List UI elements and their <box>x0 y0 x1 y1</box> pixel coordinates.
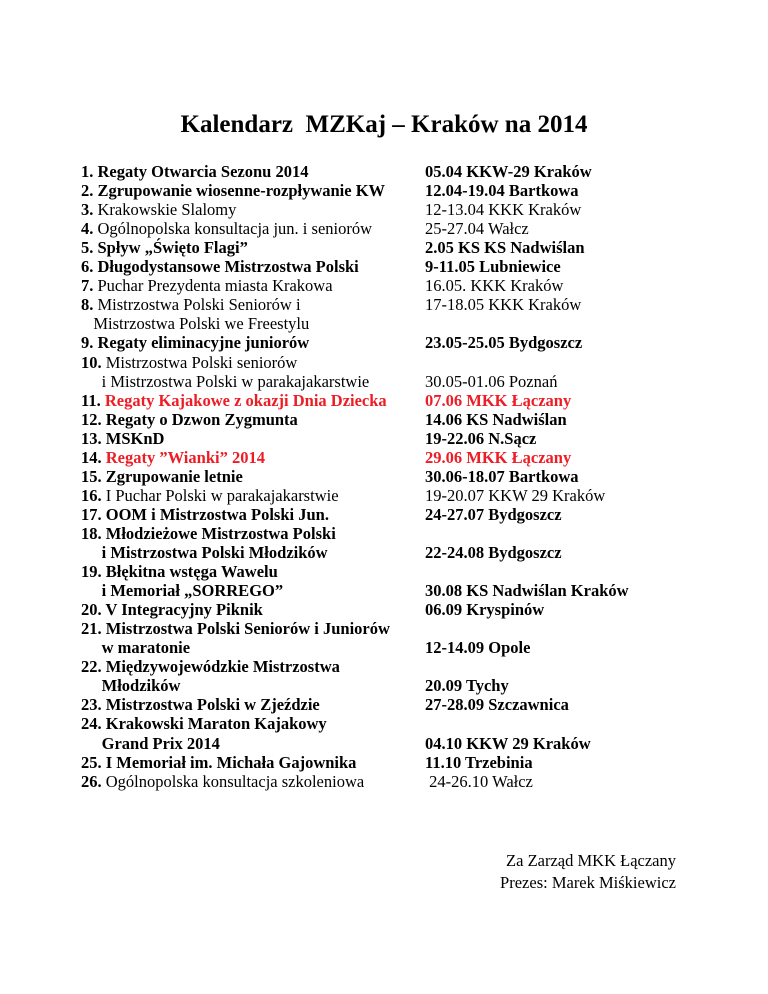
event-row <box>81 372 369 391</box>
event-number: 19. <box>81 562 106 582</box>
event-row <box>81 200 236 219</box>
event-row <box>81 353 297 372</box>
event-name: Regaty Otwarcia Sezonu 2014 <box>97 162 309 181</box>
event-name: Błękitna wstęga Wawelu <box>105 562 278 582</box>
event-date-location: 19-20.07 KKW 29 Kraków <box>425 485 606 505</box>
event-date-location: 23.05-25.05 Bydgoszcz <box>425 333 583 353</box>
event-number: 22. <box>81 657 106 677</box>
event-row <box>81 676 180 695</box>
event-row <box>81 772 364 791</box>
signature-line-1: Za Zarząd MKK Łączany <box>506 851 676 870</box>
event-row <box>81 333 309 352</box>
event-number: 3. <box>81 200 98 220</box>
event-row <box>81 314 309 333</box>
event-number: 18. <box>81 523 106 543</box>
event-row <box>81 638 190 657</box>
event-name: i Mistrzostwa Polski Młodzików <box>81 543 328 562</box>
event-number: 8. <box>81 295 98 315</box>
event-row <box>81 505 329 524</box>
event-name: i Mistrzostwa Polski w parakajakarstwie <box>81 371 370 391</box>
event-date-location: 19-22.06 N.Sącz <box>425 428 537 448</box>
event-number: 20. <box>81 600 106 620</box>
event-number: 13. <box>81 428 106 448</box>
event-date-location: 25-27.04 Wałcz <box>425 219 529 239</box>
event-row <box>81 467 243 486</box>
event-row <box>81 524 336 543</box>
event-row <box>81 410 298 429</box>
event-name: OOM i Mistrzostwa Polski Jun. <box>105 504 329 524</box>
event-row <box>81 543 328 562</box>
event-date-location: 27-28.09 Szczawnica <box>425 695 569 715</box>
event-row <box>81 753 356 772</box>
event-row <box>81 581 283 600</box>
event-date-location: 30.05-01.06 Poznań <box>425 371 558 391</box>
event-number: 9. <box>81 333 98 353</box>
event-date-location: 30.08 KS Nadwiślan Kraków <box>425 581 629 601</box>
event-name: i Memoriał „SORREGO” <box>81 581 284 601</box>
event-name: w maratonie <box>81 638 191 658</box>
event-name: Regaty ”Wianki” 2014 <box>105 447 265 467</box>
event-number: 15. <box>81 466 106 486</box>
page-title: Kalendarz MZKaj – Kraków na 2014 <box>180 111 588 138</box>
event-name: Krakowski Maraton Kajakowy <box>105 714 327 734</box>
event-date-location: 9-11.05 Lubniewice <box>425 257 561 277</box>
event-row <box>81 619 390 638</box>
event-date-location: 07.06 MKK Łączany <box>425 390 572 410</box>
event-date-location: 06.09 Kryspinów <box>425 600 545 620</box>
event-name: Ogólnopolska konsultacja szkoleniowa <box>105 771 365 791</box>
event-number: 5. <box>81 238 98 258</box>
event-number: 25. <box>81 752 106 772</box>
event-name: Grand Prix 2014 <box>81 733 220 753</box>
event-row <box>81 295 301 314</box>
event-name: Puchar Prezydenta miasta Krakowa <box>97 276 333 296</box>
event-date-location: 12-14.09 Opole <box>425 638 531 658</box>
event-row <box>81 429 164 448</box>
signature-line-2: Prezes: Marek Miśkiewicz <box>500 873 676 892</box>
event-number: 11. <box>81 390 105 410</box>
event-row <box>81 181 385 200</box>
event-name: Mistrzostwa Polski seniorów <box>105 352 298 372</box>
event-number: 17. <box>81 504 106 524</box>
event-date-location: 24-26.10 Wałcz <box>425 771 533 791</box>
event-name: MSKnD <box>105 428 165 448</box>
event-row <box>81 714 327 733</box>
event-number: 1. <box>81 162 98 181</box>
event-date-location: 24-27.07 Bydgoszcz <box>425 504 562 524</box>
event-name: I Puchar Polski w parakajakarstwie <box>105 485 339 505</box>
event-name: Mistrzostwa Polski Seniorów i <box>97 295 301 315</box>
event-number: 6. <box>81 257 98 277</box>
event-number: 2. <box>81 181 98 201</box>
event-name: Młodzików <box>81 676 181 696</box>
event-number: 10. <box>81 352 106 372</box>
event-number: 7. <box>81 276 98 296</box>
event-date-location: 04.10 KKW 29 Kraków <box>425 733 591 753</box>
event-name: Mistrzostwa Polski w Zjeździe <box>105 695 320 715</box>
event-date-location: 16.05. KKK Kraków <box>425 276 564 296</box>
event-number: 12. <box>81 409 106 429</box>
event-row <box>81 219 372 238</box>
event-name: Regaty Kajakowe z okazji Dnia Dziecka <box>104 390 387 410</box>
event-date-location: 14.06 KS Nadwiślan <box>425 409 567 429</box>
event-name: Regaty eliminacyjne juniorów <box>97 333 310 353</box>
event-row <box>81 162 308 181</box>
event-number: 14. <box>81 447 106 467</box>
event-date-location: 11.10 Trzebinia <box>425 752 533 772</box>
event-number: 4. <box>81 219 98 239</box>
event-date-location: 20.09 Tychy <box>425 676 509 696</box>
event-row <box>81 562 278 581</box>
event-name: I Memoriał im. Michała Gajownika <box>105 752 357 772</box>
event-name: Ogólnopolska konsultacja jun. i seniorów <box>97 219 373 239</box>
event-number: 16. <box>81 485 106 505</box>
event-name: Zgrupowanie letnie <box>105 466 243 486</box>
event-date-location: 2.05 KS KS Nadwiślan <box>425 238 585 258</box>
event-name: Mistrzostwa Polski Seniorów i Juniorów <box>105 619 390 639</box>
event-number: 26. <box>81 771 106 791</box>
event-row <box>81 238 248 257</box>
event-number: 21. <box>81 619 106 639</box>
event-row <box>81 695 320 714</box>
event-row <box>81 276 333 295</box>
event-row <box>81 657 340 676</box>
event-name: Międzywojewódzkie Mistrzostwa <box>105 657 340 677</box>
event-row <box>81 486 339 505</box>
event-name: Krakowskie Slalomy <box>97 200 237 220</box>
event-row <box>81 448 265 467</box>
event-row <box>81 257 359 276</box>
event-name: Zgrupowanie wiosenne-rozpływanie KW <box>97 181 386 201</box>
event-date-location: 12-13.04 KKK Kraków <box>425 200 582 220</box>
event-row <box>81 391 387 410</box>
event-name: Młodzieżowe Mistrzostwa Polski <box>105 523 336 543</box>
event-name: Regaty o Dzwon Zygmunta <box>105 409 298 429</box>
event-date-location: 29.06 MKK Łączany <box>425 447 572 467</box>
event-name: Długodystansowe Mistrzostwa Polski <box>97 257 359 277</box>
event-number: 24. <box>81 714 106 734</box>
event-name: Mistrzostwa Polski we Freestylu <box>81 314 310 334</box>
event-date-location: 05.04 KKW-29 Kraków <box>425 162 592 181</box>
event-name: Spływ „Święto Flagi” <box>97 238 248 258</box>
event-date-location: 30.06-18.07 Bartkowa <box>425 466 579 486</box>
event-date-location: 22-24.08 Bydgoszcz <box>425 543 562 562</box>
event-date-location: 12.04-19.04 Bartkowa <box>425 181 579 201</box>
event-date-location: 17-18.05 KKK Kraków <box>425 295 582 315</box>
event-row <box>81 734 220 753</box>
event-name: V Integracyjny Piknik <box>105 600 263 620</box>
event-number: 23. <box>81 695 106 715</box>
event-row <box>81 600 263 619</box>
